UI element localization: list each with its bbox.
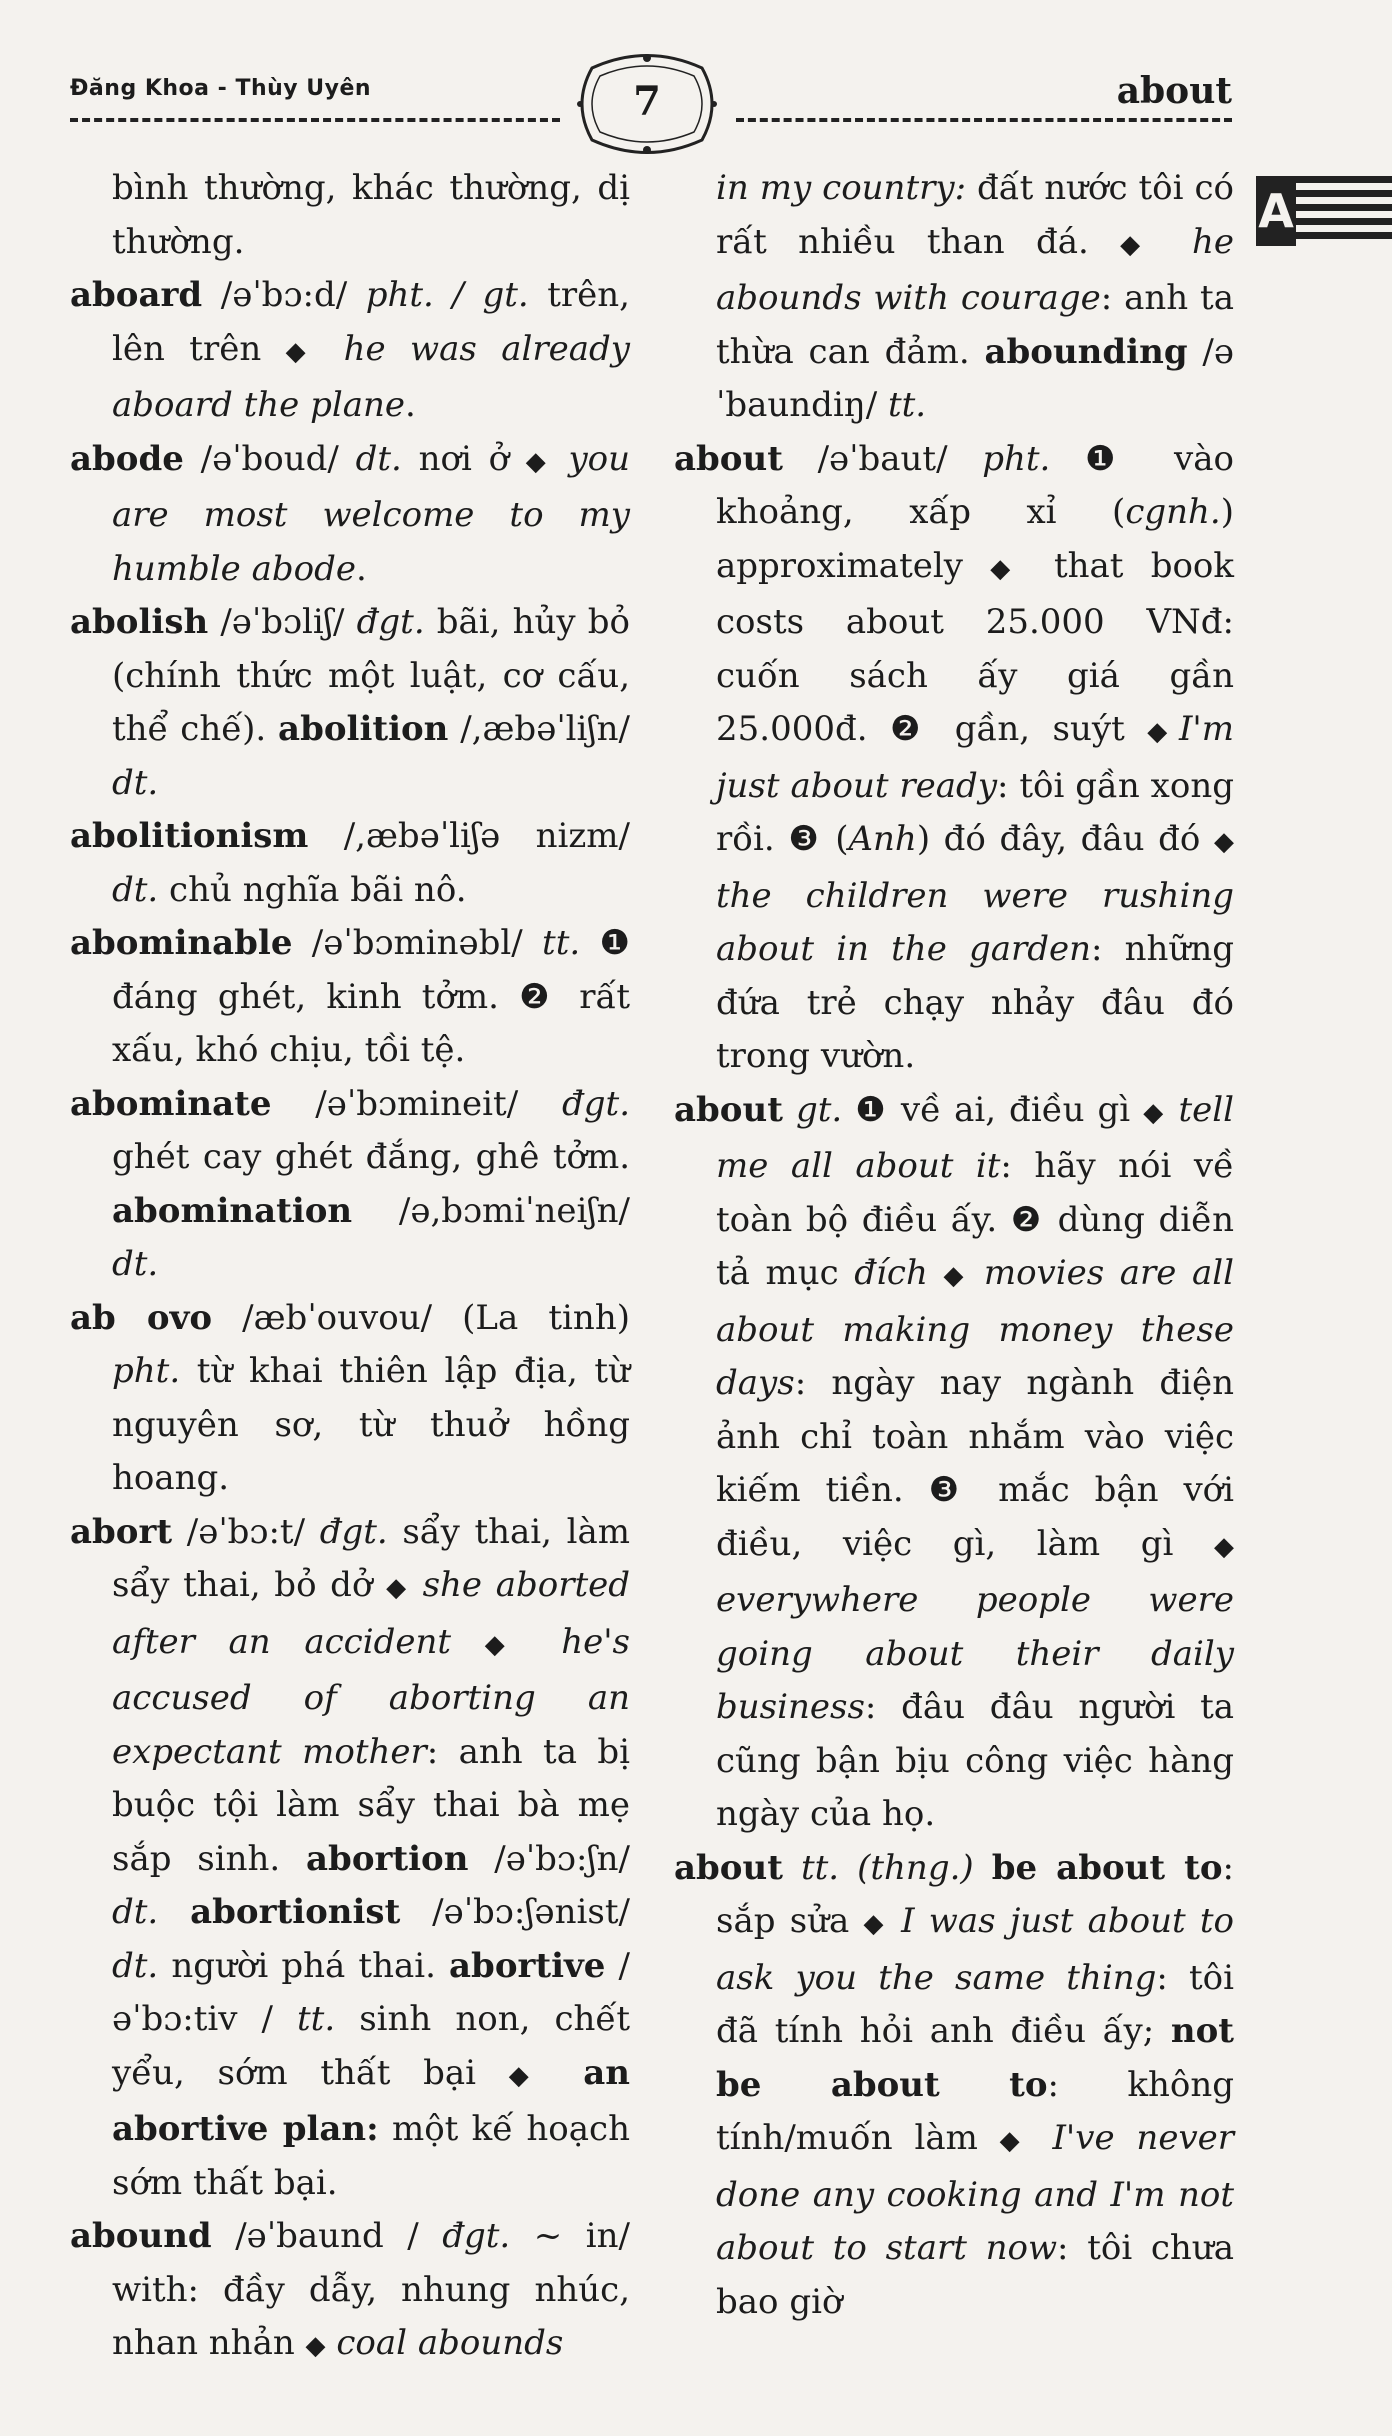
example: I was just about to ask you the same thing [716, 1901, 1235, 1998]
headword: about [674, 1847, 783, 1888]
diamond-icon: ◆ [1214, 1531, 1234, 1562]
dictionary-entry: abominable /əˈbɔminəbl/ tt. ❶ đáng ghét, kinh tởm. ❷ rất xấu, khó chịu, tồi tệ. [70, 923, 630, 1070]
diamond-icon: ◆ [508, 2060, 551, 2091]
headword: abominate [70, 1083, 272, 1124]
right-column [674, 162, 1234, 2329]
dictionary-entry: abolitionism /,æbəˈliʃə nizm/ dt. chủ nghĩa bãi nô. [70, 816, 630, 910]
diamond-icon: ◆ [525, 446, 552, 477]
example: he was already aboard the plane [112, 328, 631, 425]
thumb-tab-stripes [1296, 176, 1392, 246]
dictionary-entry: aboard /əˈbɔ:d/ pht. / gt. trên, lên trên ◆ he was already aboard the plane. [70, 275, 631, 425]
dictionary-entry: abound /əˈbaund / đgt. ~ in/ with: đầy dẫy, nhung nhúc, nhan nhản ◆ coal abounds [70, 2216, 630, 2363]
diamond-icon: ◆ [943, 1261, 969, 1291]
diamond-icon: ◆ [1120, 229, 1161, 260]
diamond-icon: ◆ [999, 2126, 1031, 2156]
dictionary-entry: abominate /əˈbɔmineit/ đgt. ghét cay ghét đắng, ghê tởm. abomination /ə,bɔmiˈneiʃn/ dt. [70, 1083, 630, 1284]
sub-headword: abolition [278, 709, 449, 749]
headword: abolish [70, 602, 209, 642]
headword: abound [70, 2216, 212, 2256]
thumb-index-tab [1246, 170, 1392, 252]
diamond-icon: ◆ [285, 336, 320, 367]
dictionary-entry: abode /əˈboud/ dt. nơi ở ◆ you are most welcome to my humble abode. [70, 438, 631, 589]
dictionary-entry: ab ovo /æbˈouvou/ (La tinh) pht. từ khai thiên lập địa, từ nguyên sơ, từ thuở hồng hoang. [70, 1297, 630, 1498]
sub-headword: abomination [112, 1190, 353, 1231]
header-rule-right [736, 118, 1232, 122]
example: tell me all about it [716, 1089, 1235, 1186]
dictionary-entry: abort /əˈbɔ:t/ đgt. sẩy thai, làm sẩy thai, bỏ dở ◆ she aborted after an accident ◆ he's accused of aborting an expectant mother: anh ta bị buộc tội làm sẩy thai bà mẹ sắp sinh. abortion /əˈbɔ:ʃn/ dt. abortionist /əˈbɔ:ʃənist/ dt. người phá thai. abortive /əˈbɔ:tiv / tt. sinh non, chết yểu, sớm thất bại ◆ an abortive plan: một kế hoạch sớm thất bại. [70, 1511, 631, 2203]
sub-headword: abounding [984, 331, 1188, 372]
dictionary-entry: abolish /əˈbɔliʃ/ đgt. bãi, hủy bỏ (chính thức một luật, cơ cấu, thể chế). abolition /,æbəˈliʃn/ dt. [70, 602, 630, 803]
diamond-icon: ◆ [484, 1629, 528, 1660]
page-number: 7 [633, 78, 661, 125]
diamond-icon: ◆ [1143, 1097, 1166, 1128]
example: coal abounds [336, 2323, 564, 2363]
thumb-tab-letter: A [1256, 176, 1296, 246]
example: the children were rushing about in the garden [716, 875, 1234, 969]
headword: about [674, 1089, 783, 1130]
diamond-icon: ◆ [990, 553, 1027, 584]
headword: ab ovo [70, 1297, 213, 1338]
example: he abounds with courage [716, 221, 1234, 318]
diamond-icon: ◆ [863, 1909, 887, 1939]
phrase: not be about to [716, 2011, 1234, 2105]
headword: abolitionism [70, 816, 309, 856]
example: she aborted after an accident [112, 1565, 631, 1662]
diamond-icon: ◆ [305, 2331, 326, 2361]
example: I'm just about ready [716, 709, 1234, 806]
left-column [70, 162, 630, 2374]
headword: abominable [70, 923, 293, 963]
headword: abort [70, 1511, 173, 1552]
example: he's accused of aborting an expectant mother [112, 1621, 631, 1772]
page-number-ornament [572, 48, 722, 160]
headword: abode [70, 438, 184, 479]
example: everywhere people were going about their daily business [716, 1580, 1234, 1727]
example: I've never done any cooking and I'm not about to start now [716, 2118, 1235, 2268]
phrase: be about to [991, 1847, 1223, 1888]
sub-headword: abortionist [190, 1892, 401, 1932]
running-head: about [1116, 70, 1232, 112]
example-bold: an abortive plan: [112, 2052, 630, 2149]
authors: Đăng Khoa - Thùy Uyên [70, 76, 372, 101]
diamond-icon: ◆ [1147, 717, 1179, 747]
sub-headword: abortive [449, 1945, 606, 1986]
dictionary-entry: about tt. (thng.) be about to: sắp sửa ◆ I was just about to ask you the same thing: tôi đã tính hỏi anh điều ấy; not be about to: không tính/muốn làm ◆ I've never done any cooking and I'm not about to start now: tôi chưa bao giờ [674, 1847, 1235, 2322]
dictionary-entry: about /əˈbaut/ pht. ❶ vào khoảng, xấp xỉ (cgnh.) approximately ◆ that book costs about 25.000 VNđ: cuốn sách ấy giá gần 25.000đ. ❷ gần, suýt ◆I'm just about ready: tôi gần xong rồi. ❸ (Anh) đó đây, đâu đó ◆ the children were rushing about in the garden: những đứa trẻ chạy nhảy đâu đó trong vườn. [674, 438, 1235, 1076]
headword: about [674, 438, 783, 479]
entry-continuation: in my country: đất nước tôi có rất nhiều than đá. ◆ he abounds with courage: anh ta thừa can đảm. abounding /əˈbaundiŋ/ tt. [716, 168, 1234, 425]
example: movies are all about making money these days [716, 1253, 1235, 1403]
example: you are most welcome to my humble abode [112, 438, 631, 589]
entry-continuation: bình thường, khác thường, dị thường. [112, 168, 630, 262]
header-rule-left [70, 118, 560, 122]
page-header [0, 0, 1392, 180]
diamond-icon: ◆ [386, 1573, 409, 1603]
example: in my country: [716, 168, 967, 208]
dictionary-entry: about gt. ❶ về ai, điều gì ◆ tell me all about it: hãy nói về toàn bộ điều ấy. ❷ dùng diễn tả mục đích ◆ movies are all about making money these days: ngày nay ngành điện ảnh chỉ toàn nhắm vào việc kiếm tiền. ❸ mắc bận với điều, việc gì, làm gì ◆ everywhere people were going about their daily business: đâu đâu người ta cũng bận bịu công việc hàng ngày của họ. [674, 1089, 1235, 1834]
sub-headword: abortion [306, 1838, 469, 1879]
diamond-icon: ◆ [1213, 827, 1234, 857]
headword: aboard [70, 275, 203, 315]
